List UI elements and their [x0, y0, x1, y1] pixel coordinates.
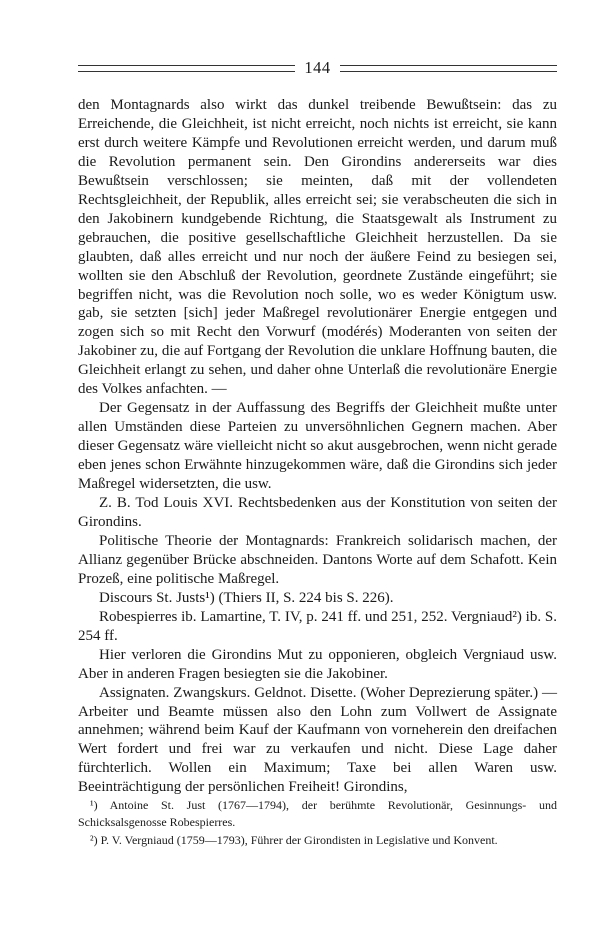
page-header	[78, 58, 557, 78]
footnote: ¹) Antoine St. Just (1767—1794), der berühmte Revolutionär, Gesinnungs- und Schicksalsgenosse Robespierres.	[78, 798, 557, 829]
header-rule-right	[340, 65, 557, 72]
paragraph: Z. B. Tod Louis XVI. Rechtsbedenken aus der Konstitution von seiten der Girondins.	[78, 495, 557, 530]
paragraph: Politische Theorie der Montagnards: Frankreich solidarisch machen, der Allianz gegenüber Brücke abschneiden. Dantons Worte auf dem Schafott. Kein Prozeß, eine politische Maßregel.	[78, 532, 557, 587]
paragraph: Discours St. Justs¹) (Thiers II, S. 224 bis S. 226).	[99, 589, 394, 606]
paragraph: Hier verloren die Girondins Mut zu opponieren, obgleich Vergniaud usw. Aber in anderen Fragen besiegten sie die Jakobiner.	[78, 646, 557, 682]
main-text	[78, 96, 557, 797]
paragraph: Der Gegensatz in der Auffassung des Begriffs der Gleichheit mußte unter allen Umständen diese Parteien zu unversöhnlichen Gegnern machen. Aber dieser Gegensatz wäre vielleicht nicht so akut ausgebrochen, wenn nicht gerade eben jenes schon Erwähnte hinzugekommen wäre, daß die Girondins sich jeder Maßregel widersetzten, die usw.	[78, 400, 557, 493]
footnote: ²) P. V. Vergniaud (1759—1793), Führer der Girondisten in Legislative und Konvent.	[90, 833, 498, 847]
paragraph: Robespierres ib. Lamartine, T. IV, p. 241 ff. und 251, 252. Vergniaud²) ib. S. 254 ff.	[78, 608, 557, 644]
paragraph: den Montagnards also wirkt das dunkel treibende Bewußtsein: das zu Erreichende, die Gleichheit, ist nicht erreicht, noch nichts ist erreicht, sie kann erst durch weitere Kämpfe und Revolutionen erreicht werden, und darum muß die Revolution permanent sein. Den Girondins andererseits war dies Bewußtsein verschlossen; sie meinten, daß mit der vollendeten Rechtsgleichheit, der Republik, alles erreicht sei; sie verabscheuten die sich in den Jakobinern kundgebende Richtung, die Staatsgewalt als Instrument zu gebrauchen, die positive gesellschaftliche Gleichheit herzustellen. Da sie glaubten, daß alles erreicht und nur noch der äußere Feind zu besiegen sei, wollten sie den Abschluß der Revolution, geordnete Zustände eingeführt; sie begriffen nicht, was die Revolution noch solle, wo es weder Königtum usw. gab, sie setzten [sich] jeder Maßregel revolutionärer Energie entgegen und zogen sich so mit Recht den Vorwurf (modérés) Moderanten von seiten der Jakobiner zu, die auf Fortgang der Revolution die unklare Hoffnung bauten, die Gleichheit erlangt zu sehen, und daher ohne Unterlaß die revolutionäre Energie des Volkes anfachten. —	[78, 97, 557, 398]
page-number: 144	[304, 58, 331, 77]
header-rule-left	[78, 65, 295, 72]
paragraph: Assignaten. Zwangskurs. Geldnot. Disette. (Woher Deprezierung später.) — Arbeiter und Beamte müssen also den Lohn zum Vollwert de Assignate annehmen; während beim Kauf der Kaufmann von vorneherein den dreifachen Wert fordert und frei war zu verkaufen und nicht. Diese Lage daher fürchterlich. Wollen ein Maximum; Taxe bei allen Waren usw. Beeinträchtigung der persönlichen Freiheit! Girondins,	[78, 684, 557, 796]
footnotes	[78, 797, 557, 851]
